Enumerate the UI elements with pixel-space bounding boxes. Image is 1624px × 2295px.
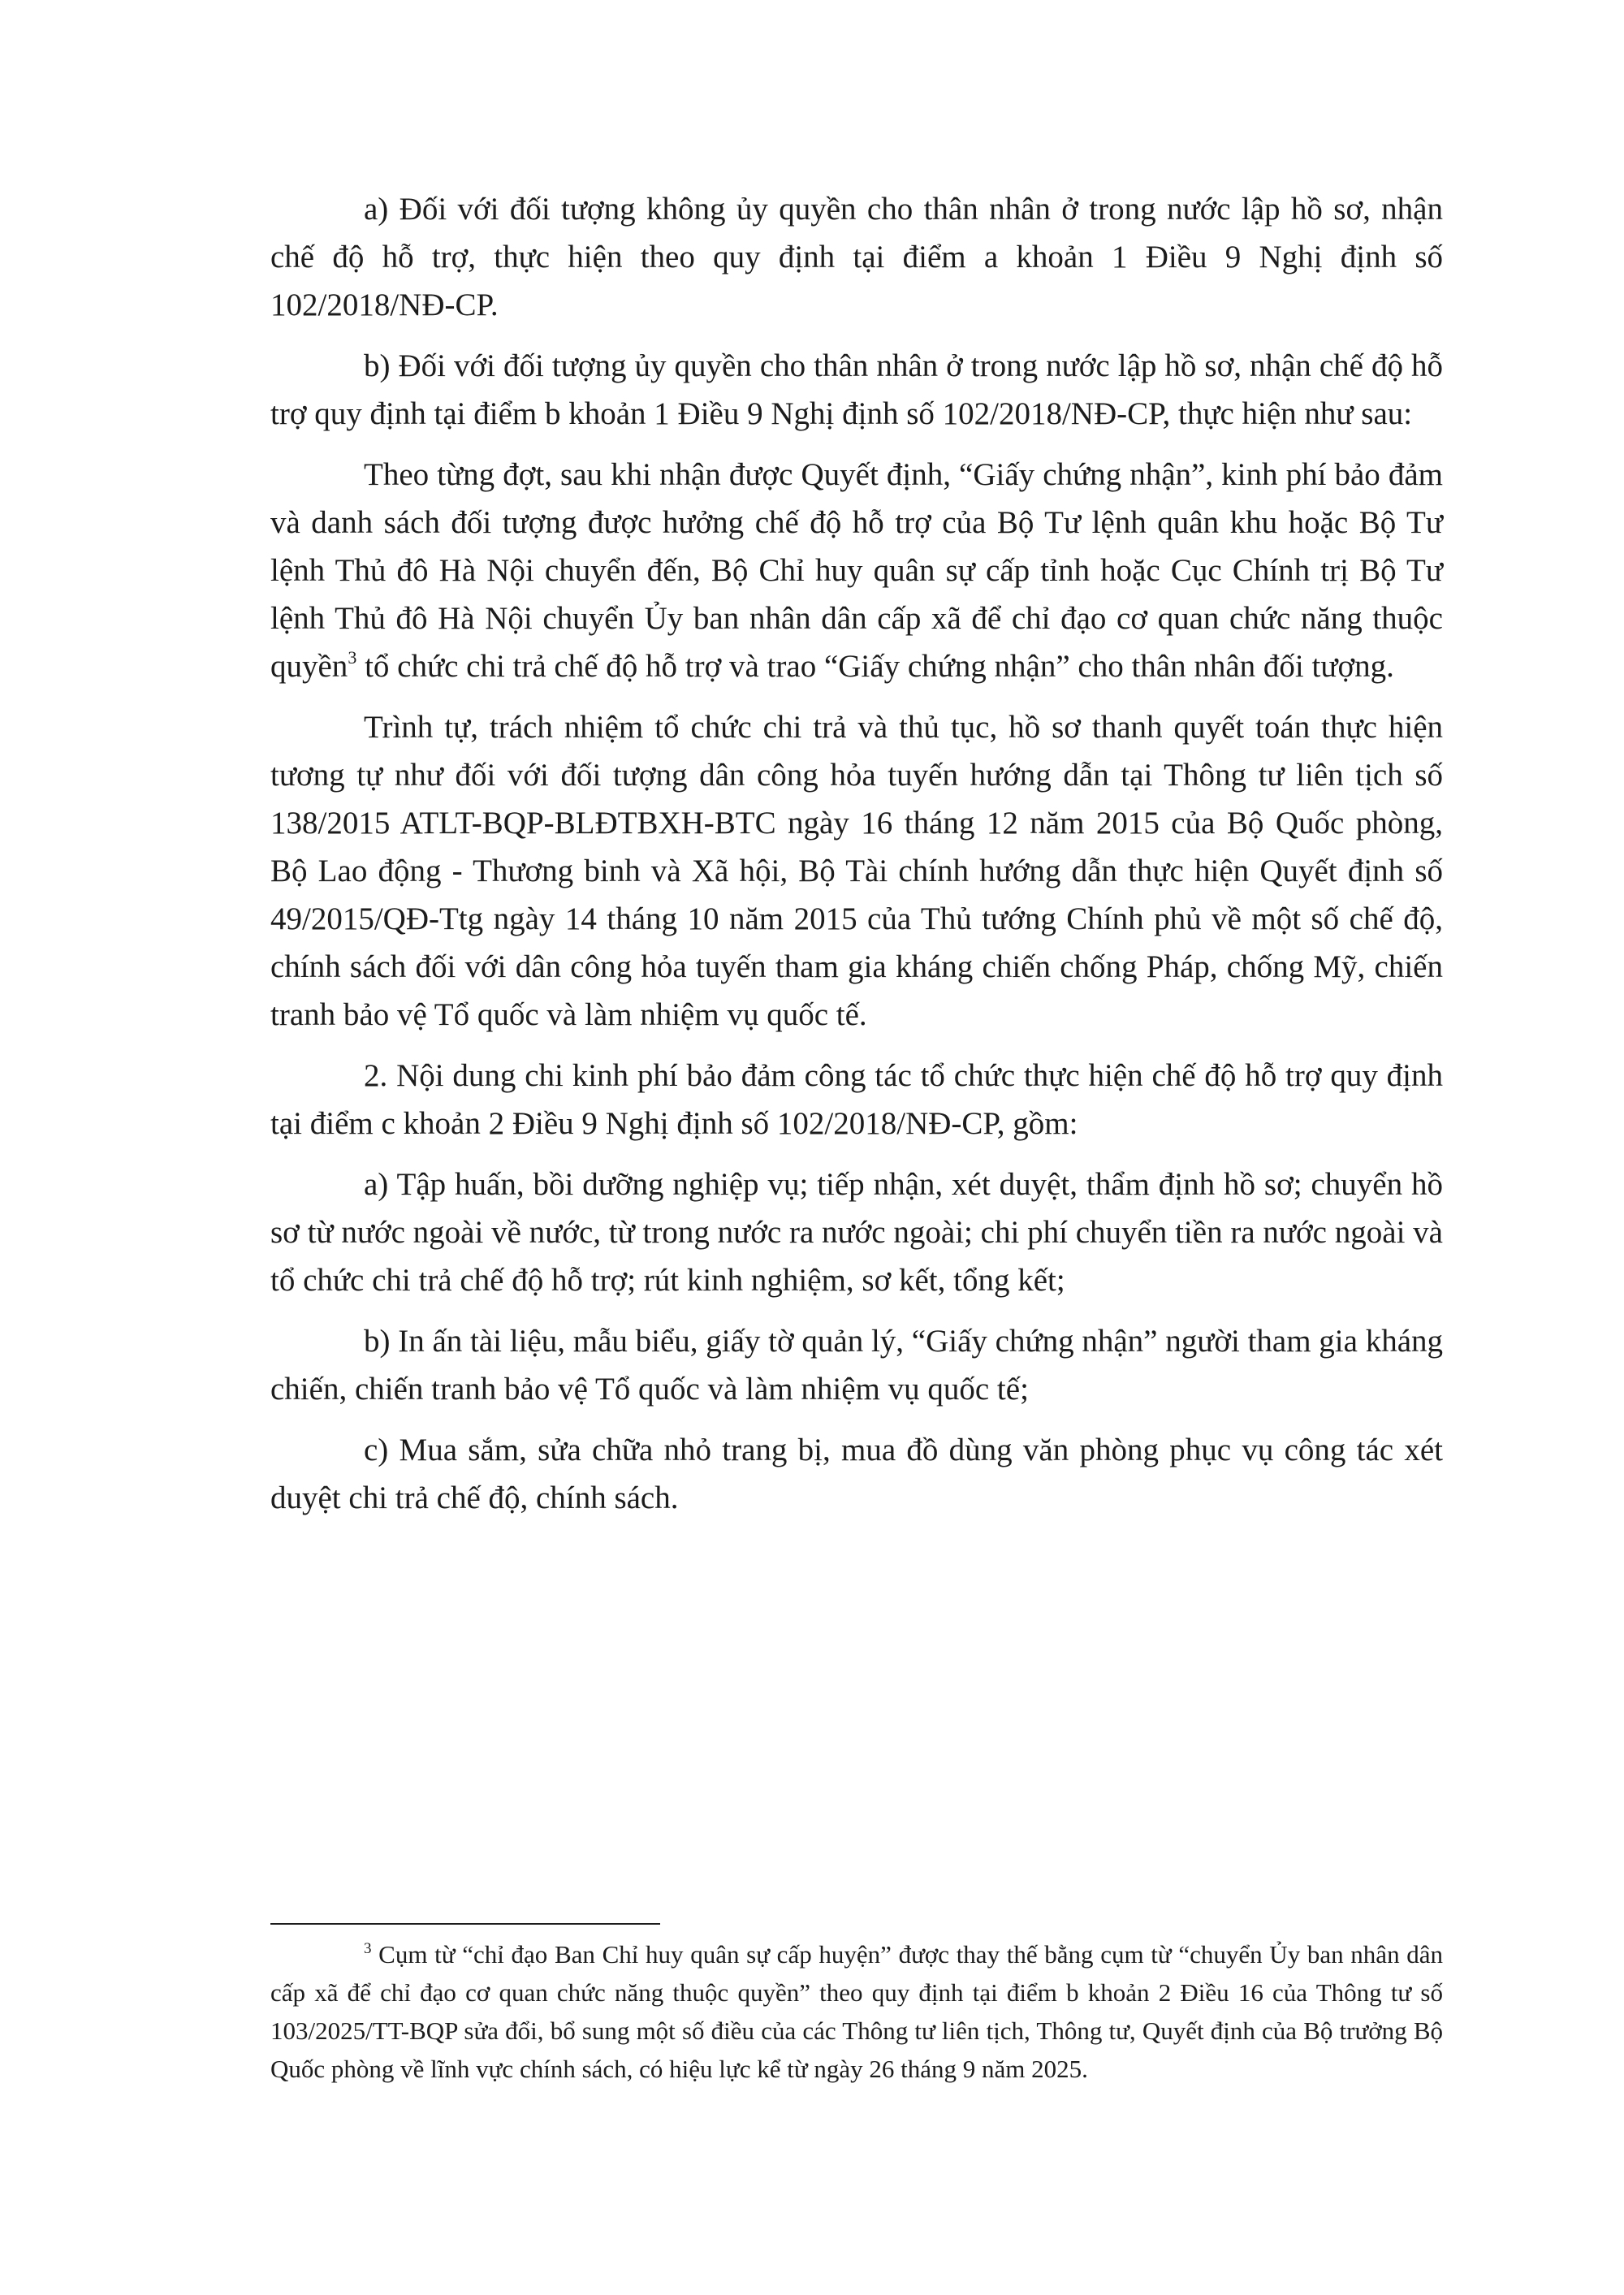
footnote-text: Cụm từ “chỉ đạo Ban Chỉ huy quân sự cấp huyện” được thay thế bằng cụm từ “chuyển Ủy ban nhân dân cấp xã để chỉ đạo cơ quan chức năng thuộc quyền” theo quy định tại điểm b khoản 2 Điều 16 của Thông tư số 103/2025/TT-BQP sửa đổi, bổ sung một số điều của các Thông tư liên tịch, Thông tư, Quyết định của Bộ trưởng Bộ Quốc phòng về lĩnh vực chính sách, có hiệu lực kể từ ngày 26 tháng 9 năm 2025. [270, 1940, 1443, 2083]
footnote-reference[interactable]: 3 [348, 647, 357, 668]
footnote-divider [270, 1923, 660, 1925]
paragraph-text-continued: tổ chức chi trả chế độ hỗ trợ và trao “Giấy chứng nhận” cho thân nhân đối tượng. [356, 649, 1394, 684]
paragraph-section-2: 2. Nội dung chi kinh phí bảo đảm công tác tổ chức thực hiện chế độ hỗ trợ quy định tại điểm c khoản 2 Điều 9 Nghị định số 102/2018/NĐ-CP, gồm: [270, 1058, 1443, 1141]
paragraph-2c-procurement: c) Mua sắm, sửa chữa nhỏ trang bị, mua đồ dùng văn phòng phục vụ công tác xét duyệt chi trả chế độ, chính sách. [270, 1433, 1443, 1515]
document-body [270, 185, 1443, 1535]
paragraph-b-authorization: b) Đối với đối tượng ủy quyền cho thân nhân ở trong nước lập hồ sơ, nhận chế độ hỗ trợ quy định tại điểm b khoản 1 Điều 9 Nghị định số 102/2018/NĐ-CP, thực hiện như sau: [270, 348, 1443, 431]
paragraph-settlement-procedure: Trình tự, trách nhiệm tổ chức chi trả và thủ tục, hồ sơ thanh quyết toán thực hiện tương tự như đối với đối tượng dân công hỏa tuyến hướng dẫn tại Thông tư liên tịch số 138/2015 ATLT-BQP-BLĐTBXH-BTC ngày 16 tháng 12 năm 2015 của Bộ Quốc phòng, Bộ Lao động - Thương binh và Xã hội, Bộ Tài chính hướng dẫn thực hiện Quyết định số 49/2015/QĐ-Ttg ngày 14 tháng 10 năm 2015 của Thủ tướng Chính phủ về một số chế độ, chính sách đối với dân công hỏa tuyến tham gia kháng chiến chống Pháp, chống Mỹ, chiến tranh bảo vệ Tổ quốc và làm nhiệm vụ quốc tế. [270, 710, 1443, 1032]
footnote [270, 1935, 1443, 2088]
paragraph-text: Theo từng đợt, sau khi nhận được Quyết định, “Giấy chứng nhận”, kinh phí bảo đảm và danh sách đối tượng được hưởng chế độ hỗ trợ của Bộ Tư lệnh quân khu hoặc Bộ Tư lệnh Thủ đô Hà Nội chuyển đến, Bộ Chỉ huy quân sự cấp tỉnh hoặc Cục Chính trị Bộ Tư lệnh Thủ đô Hà Nội chuyển Ủy ban nhân dân cấp xã để chỉ đạo cơ quan chức năng thuộc quyền [270, 457, 1443, 684]
footnote-number: 3 [364, 1940, 372, 1957]
paragraph-a-no-authorization: a) Đối với đối tượng không ủy quyền cho thân nhân ở trong nước lập hồ sơ, nhận chế độ hỗ trợ, thực hiện theo quy định tại điểm a khoản 1 Điều 9 Nghị định số 102/2018/NĐ-CP. [270, 192, 1443, 322]
paragraph-2a-training: a) Tập huấn, bồi dưỡng nghiệp vụ; tiếp nhận, xét duyệt, thẩm định hồ sơ; chuyển hồ sơ từ nước ngoài về nước, từ trong nước ra nước ngoài; chi phí chuyển tiền ra nước ngoài và tổ chức chi trả chế độ hỗ trợ; rút kinh nghiệm, sơ kết, tổng kết; [270, 1167, 1443, 1298]
paragraph-procedure-per-batch [270, 451, 1443, 690]
paragraph-2b-printing: b) In ấn tài liệu, mẫu biểu, giấy tờ quản lý, “Giấy chứng nhận” người tham gia kháng chiến, chiến tranh bảo vệ Tổ quốc và làm nhiệm vụ quốc tế; [270, 1324, 1444, 1407]
